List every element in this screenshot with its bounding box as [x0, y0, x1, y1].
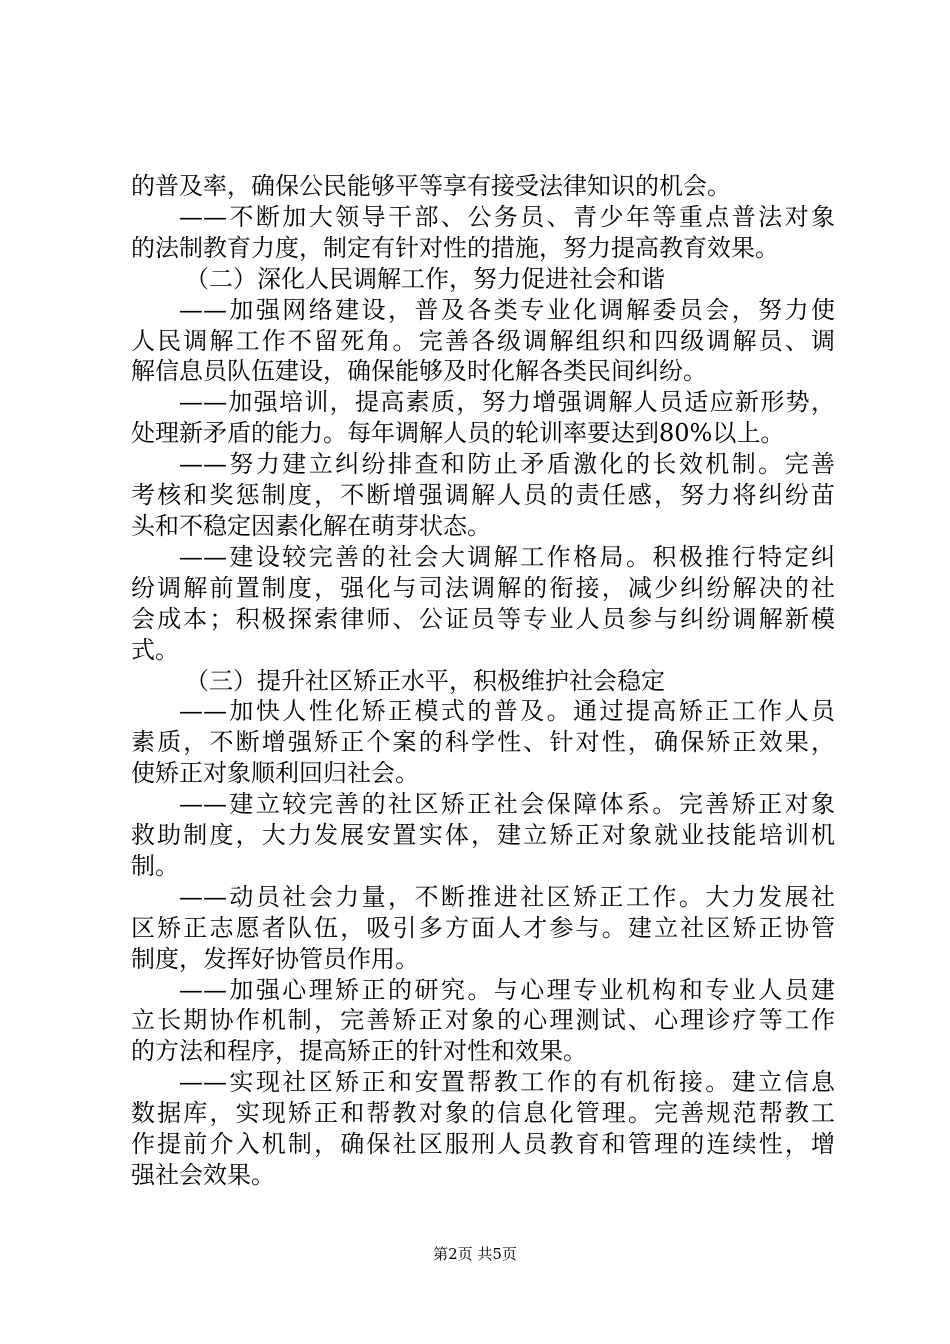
text-line: 的方法和程序，提高矫正的针对性和效果。: [131, 1037, 587, 1066]
page-number-footer: 第2页 共5页: [433, 1245, 517, 1263]
text-line: ——动员社会力量，不断推进社区矫正工作。大力发展社: [179, 882, 835, 911]
text-line: 救助制度，大力发展安置实体，建立矫正对象就业技能培训机: [131, 821, 835, 850]
text-line: 制度，发挥好协管员作用。: [131, 944, 419, 973]
text-line: 考核和奖惩制度，不断增强调解人员的责任感，努力将纠纷苗: [131, 481, 835, 510]
text-line: 纷调解前置制度，强化与司法调解的衔接，减少纠纷解决的社: [131, 573, 835, 602]
text-line: 的普及率，确保公民能够平等享有接受法律知识的机会。: [131, 172, 731, 200]
text-line: 头和不稳定因素化解在萌芽状态。: [131, 511, 491, 540]
text-line: 会成本；积极探索律师、公证员等专业人员参与纠纷调解新模: [131, 604, 835, 633]
text-line: 处理新矛盾的能力。每年调解人员的轮训率要达到80%以上。: [131, 419, 785, 448]
text-line: ——实现社区矫正和安置帮教工作的有机衔接。建立信息: [179, 1068, 835, 1097]
text-line: ——加强心理矫正的研究。与心理专业机构和专业人员建: [179, 975, 835, 1004]
text-line: ——不断加大领导干部、公务员、青少年等重点普法对象: [179, 202, 835, 231]
text-line: ——建设较完善的社会大调解工作格局。积极推行特定纠: [179, 542, 835, 571]
section-heading: （三）提升社区矫正水平，积极维护社会稳定: [185, 666, 665, 695]
text-line: ——建立较完善的社区矫正社会保障体系。完善矫正对象: [179, 790, 835, 819]
text-line: 制。: [131, 851, 179, 880]
text-line: 使矫正对象顺利回归社会。: [131, 759, 419, 788]
document-body: [131, 171, 835, 1191]
text-line: 立长期协作机制，完善矫正对象的心理测试、心理诊疗等工作: [131, 1006, 835, 1035]
text-line: 素质，不断增强矫正个案的科学性、针对性，确保矫正效果，: [131, 728, 835, 757]
text-line: ——努力建立纠纷排查和防止矛盾激化的长效机制。完善: [179, 450, 835, 479]
text-line: 作提前介入机制，确保社区服刑人员教育和管理的连续性，增: [131, 1130, 835, 1159]
text-line: ——加快人性化矫正模式的普及。通过提高矫正工作人员: [179, 697, 835, 726]
text-line: 式。: [131, 635, 179, 664]
text-line: ——加强网络建设，普及各类专业化调解委员会，努力使: [179, 295, 835, 324]
text-line: 区矫正志愿者队伍，吸引多方面人才参与。建立社区矫正协管: [131, 913, 835, 942]
text-line: 的法制教育力度，制定有针对性的措施，努力提高教育效果。: [131, 233, 779, 262]
text-line: 强社会效果。: [131, 1161, 275, 1189]
text-line: ——加强培训，提高素质，努力增强调解人员适应新形势，: [179, 388, 835, 417]
text-line: 人民调解工作不留死角。完善各级调解组织和四级调解员、调: [131, 326, 835, 355]
section-heading: （二）深化人民调解工作，努力促进社会和谐: [185, 264, 665, 293]
text-line: 解信息员队伍建设，确保能够及时化解各类民间纠纷。: [131, 357, 707, 386]
text-line: 数据库，实现矫正和帮教对象的信息化管理。完善规范帮教工: [131, 1099, 835, 1128]
